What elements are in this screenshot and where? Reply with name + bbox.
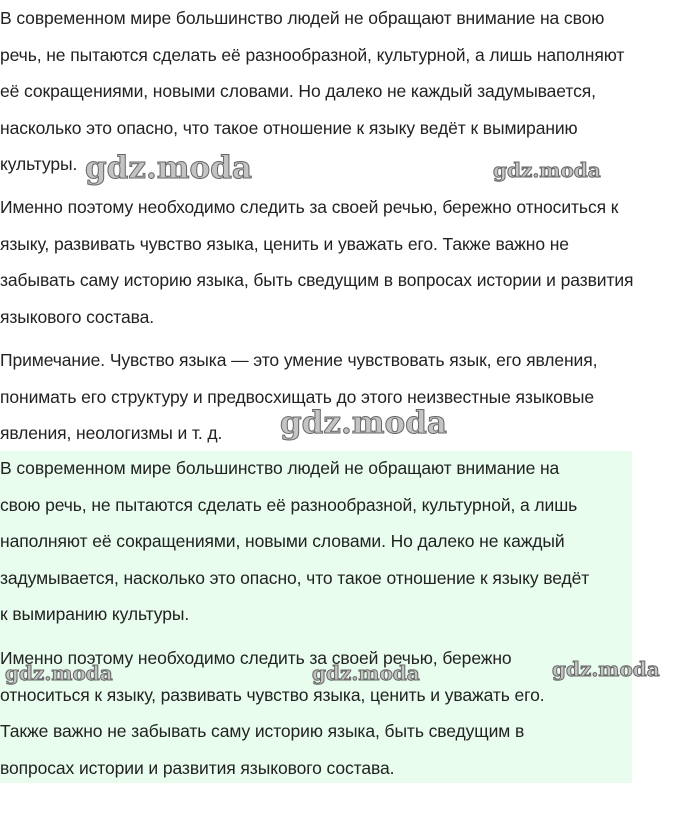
text-line: Именно поэтому необходимо следить за своей речью, бережно bbox=[0, 648, 512, 668]
text-line: языку, развивать чувство языка, ценить и уважать его. Также важно не bbox=[0, 233, 569, 254]
text-line: насколько это опасно, что такое отношение к языку ведёт к вымиранию bbox=[0, 117, 578, 138]
text-line: Примечание. Чувство языка — это умение чувствовать язык, его явления, bbox=[0, 350, 598, 370]
text-line: В современном мире большинство людей не обращают внимание на bbox=[0, 458, 560, 478]
watermark-logo: gdz.moda bbox=[552, 657, 660, 681]
text-line: Именно поэтому необходимо следить за своей речью, бережно относиться к bbox=[0, 197, 619, 217]
text-line: относиться к языку, развивать чувство языка, ценить и уважать его. bbox=[0, 684, 545, 705]
watermark-logo: gdz.moda bbox=[280, 405, 447, 441]
text-line: забывать саму историю языка, быть сведущим в вопросах истории и развития bbox=[0, 270, 634, 290]
text-line: наполняют её сокращениями, новыми словами. Но далеко не каждый bbox=[0, 531, 565, 551]
text-line: вопросах истории и развития языкового состава. bbox=[0, 757, 395, 778]
watermark-logo: gdz.moda bbox=[85, 150, 252, 186]
text-line: явления, неологизмы и т. д. bbox=[0, 423, 223, 443]
text-line: речь, не пытаются сделать её разнообразной, культурной, а лишь наполняют bbox=[0, 44, 625, 65]
text-line: к вымиранию культуры. bbox=[0, 604, 190, 624]
text-line: Также важно не забывать саму историю языка, быть сведущим в bbox=[0, 721, 525, 741]
text-line: культуры. bbox=[0, 154, 78, 174]
text-line: задумывается, насколько это опасно, что такое отношение к языку ведёт bbox=[0, 567, 590, 588]
text-line: понимать его структуру и предвосхищать до этого неизвестные языковые bbox=[0, 386, 595, 407]
paragraph-original-2 bbox=[0, 189, 633, 335]
text-line: В современном мире большинство людей не обращают внимание на свою bbox=[0, 8, 605, 28]
text-line: её сокращениями, новыми словами. Но далеко не каждый задумывается, bbox=[0, 81, 596, 101]
watermark-logo: gdz.moda bbox=[493, 158, 601, 182]
text-line: свою речь, не пытаются сделать её разнообразной, культурной, а лишь bbox=[0, 494, 578, 515]
paragraph-answer-1 bbox=[0, 450, 589, 633]
watermark-logo: gdz.moda bbox=[5, 661, 113, 685]
text-line: языкового состава. bbox=[0, 306, 154, 327]
watermark-logo: gdz.moda bbox=[312, 661, 420, 685]
